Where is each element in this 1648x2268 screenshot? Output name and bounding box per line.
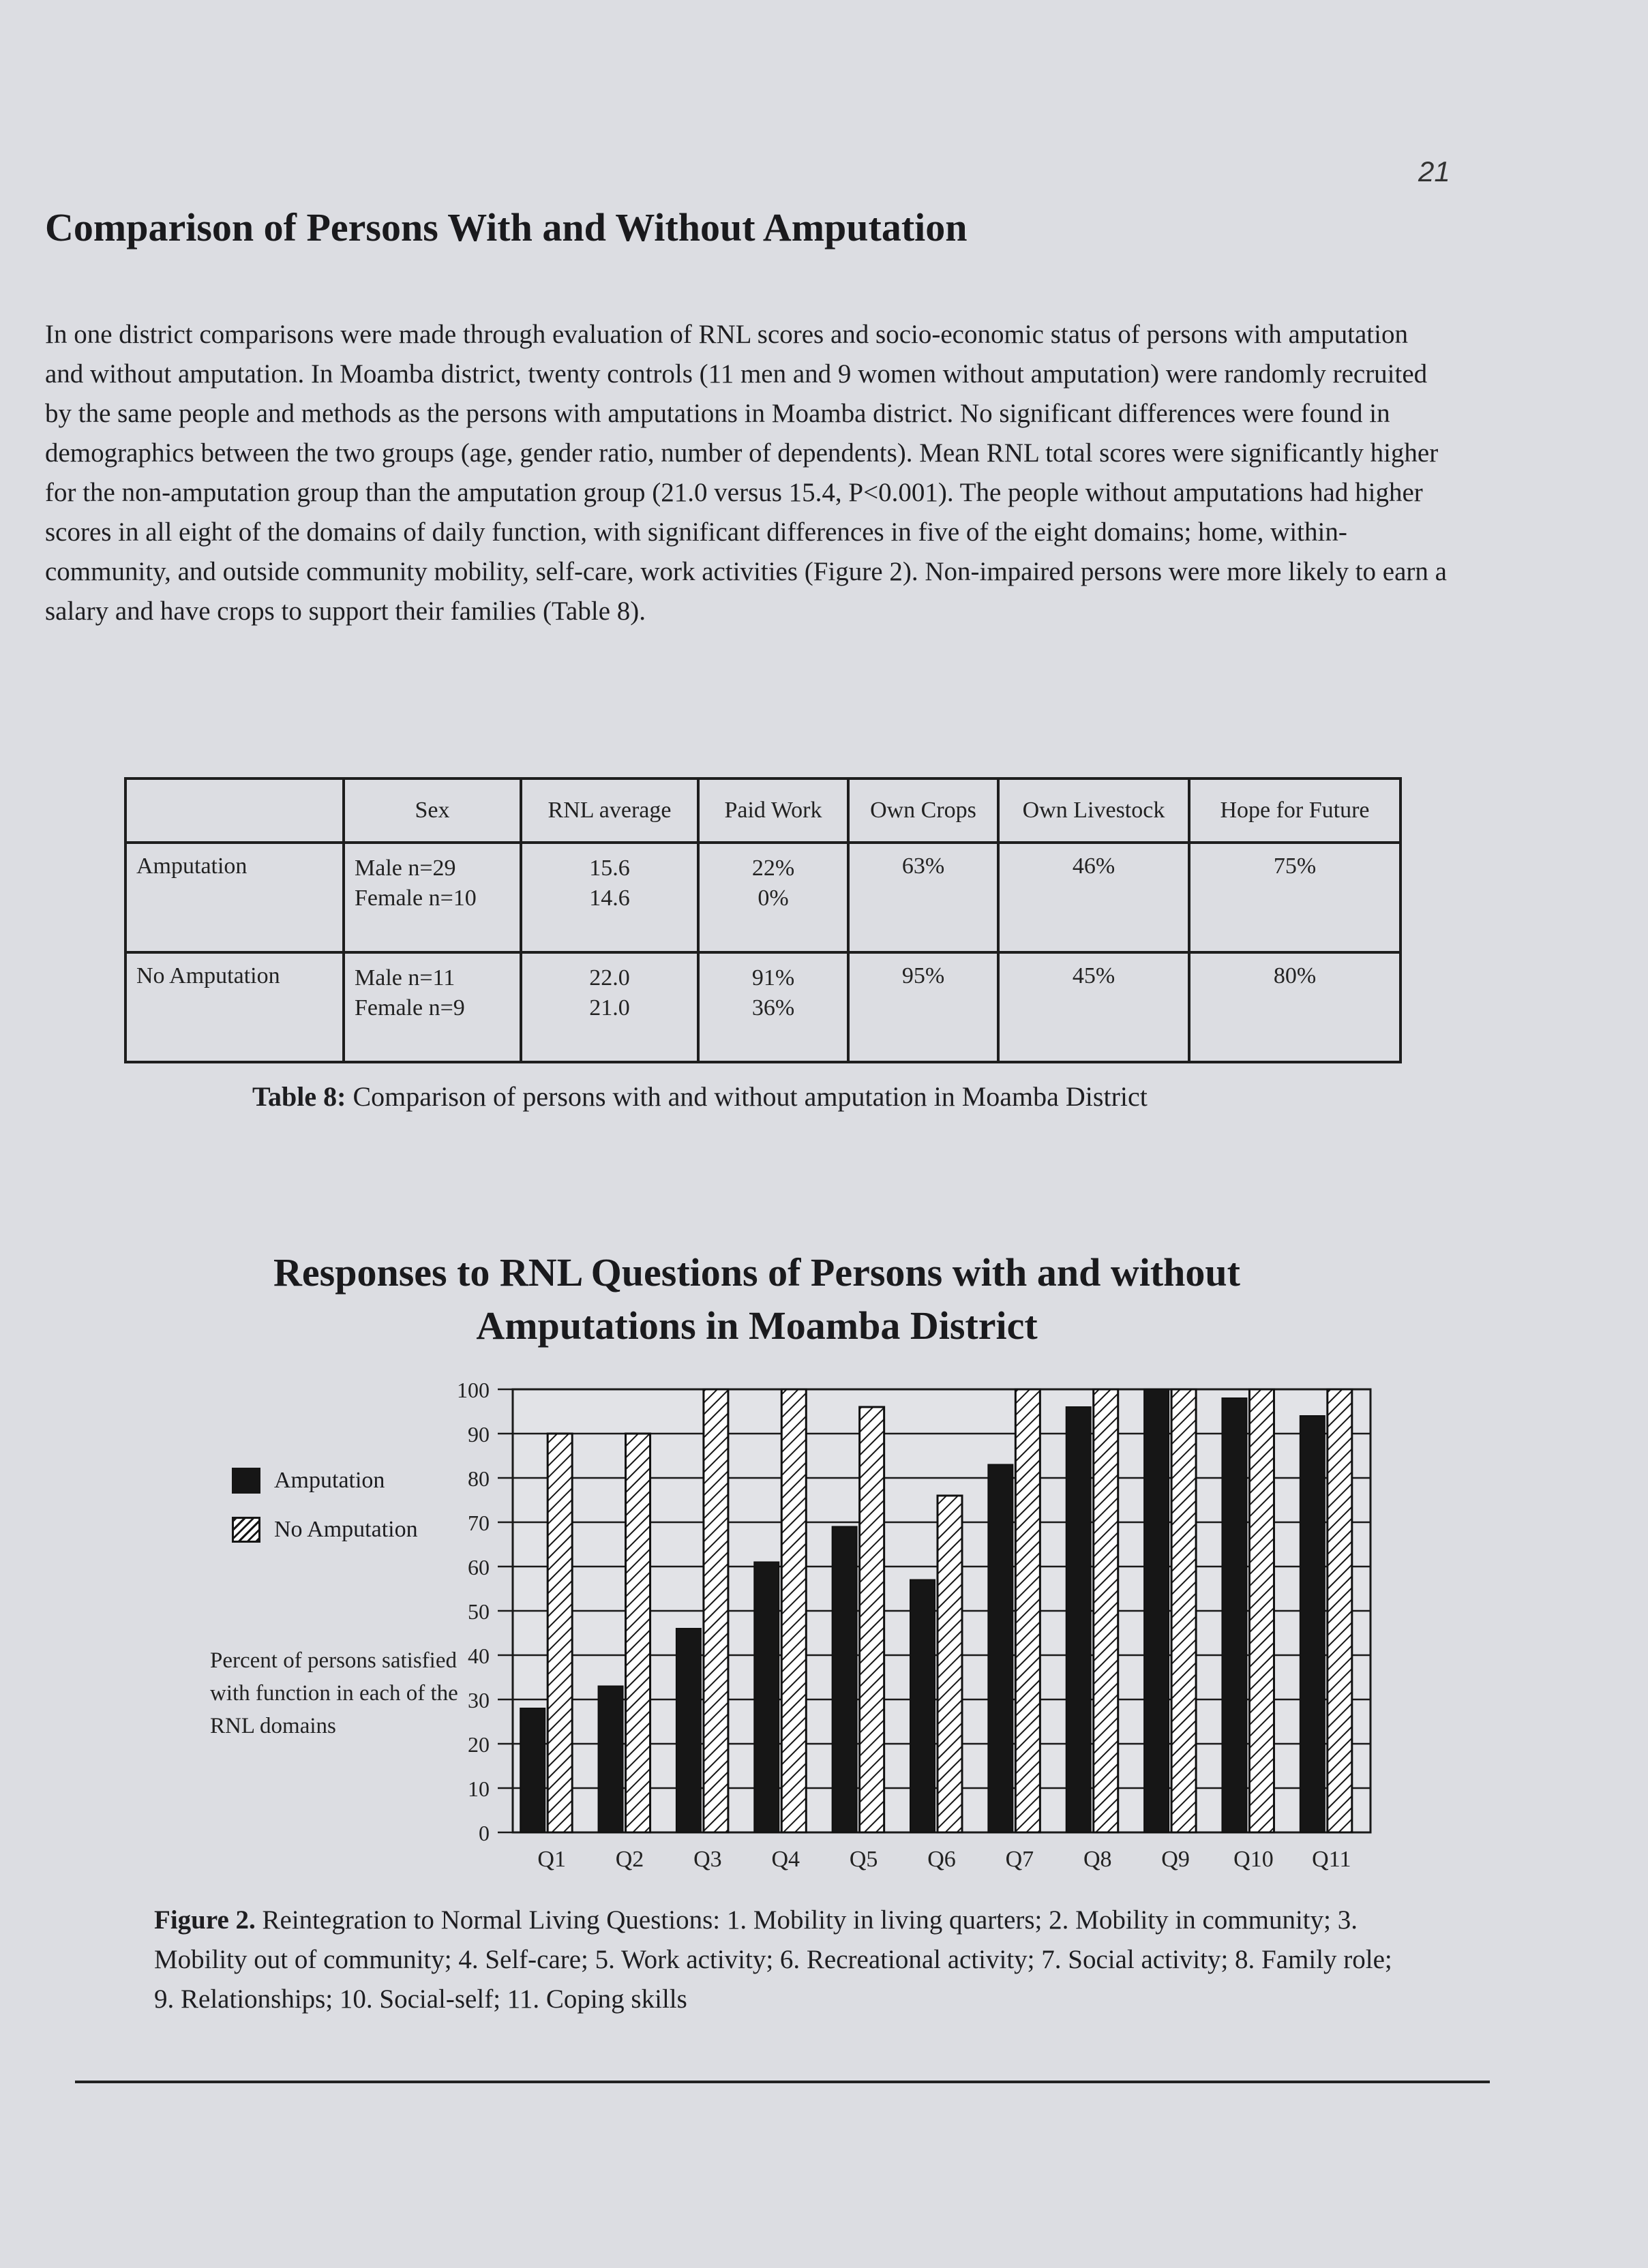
bar-no-amputation [938, 1496, 962, 1832]
x-tick-label: Q4 [771, 1847, 800, 1872]
table-caption-text: Comparison of persons with and without amputation in Moamba District [353, 1081, 1148, 1112]
legend-swatch-solid [232, 1468, 260, 1494]
body-paragraph: In one district comparisons were made through evaluation of RNL scores and socio-economic status of persons with amputation and without amputation. In Moamba district, twenty controls (11 men and 9 women without amputation) were randomly recruited by the same people and methods as the persons with amputations in Moamba district. No significant differences were found in demographics between the two groups (age, gender ratio, number of dependents). Mean RNL total scores were significantly higher for the non-amputation group than the amputation group (21.0 versus 15.4, P<0.001). The people without amputations had higher scores in all eight of the domains of daily function, with significant differences in five of the eight domains; home, within-community, and outside community mobility, self-care, work activities (Figure 2). Non-impaired persons were more likely to earn a salary and have crops to support their families (Table 8). [45, 320, 1447, 626]
table-header-cell: Paid Work [698, 778, 848, 843]
table-cell: 95% [848, 952, 998, 1062]
x-tick-label: Q2 [615, 1847, 644, 1872]
x-tick-label: Q6 [927, 1847, 956, 1872]
y-tick-label: 60 [468, 1555, 490, 1579]
bar-no-amputation [1015, 1389, 1040, 1832]
bar-amputation [1222, 1398, 1246, 1832]
y-tick-label: 90 [468, 1422, 490, 1447]
x-tick-label: Q3 [693, 1847, 722, 1872]
bar-amputation [1066, 1407, 1091, 1832]
x-tick-label: Q11 [1312, 1847, 1351, 1872]
table-cell: 45% [998, 952, 1189, 1062]
table-cell-line: Male n=29 [355, 856, 456, 881]
bar-amputation [988, 1465, 1013, 1833]
bar-no-amputation [1094, 1389, 1118, 1832]
bar-amputation [754, 1562, 779, 1833]
bar-amputation [599, 1687, 623, 1833]
y-tick-label: 100 [457, 1378, 490, 1402]
legend-label: Amputation [274, 1468, 385, 1493]
legend-label: No Amputation [274, 1517, 418, 1542]
section-heading: Comparison of Persons With and Without Amputation [45, 205, 968, 250]
table-cell-line: 0% [758, 886, 789, 911]
x-tick-label: Q5 [849, 1847, 878, 1872]
bar-no-amputation [626, 1434, 650, 1832]
x-tick-label: Q9 [1161, 1847, 1190, 1872]
figure-caption-text: Reintegration to Normal Living Questions: 1. Mobility in living quarters; 2. Mobility in community; 3. Mobility out of community; 4. Self-care; 5. Work activity; 6. Recreational activity; 7. Social activity; 8. Family role; 9. Relationships; 10. Social-self; 11. Coping skills [154, 1905, 1392, 2014]
table-cell-line: 22% [751, 856, 795, 881]
bar-no-amputation [548, 1434, 572, 1832]
legend-swatch-hatched [232, 1517, 260, 1543]
y-tick-label: 20 [468, 1732, 490, 1757]
bar-no-amputation [704, 1389, 728, 1832]
y-axis-label: Percent of persons satisfied with function in each of the RNL domains [210, 1648, 458, 1738]
table-cell: 80% [1189, 952, 1400, 1062]
bar-no-amputation [1328, 1389, 1352, 1832]
table-cell-line: 21.0 [589, 995, 630, 1020]
bar-amputation [676, 1629, 701, 1832]
y-tick-label: 40 [468, 1644, 490, 1668]
bar-amputation [1144, 1389, 1169, 1832]
footer-rule [75, 2081, 1490, 2083]
figure-caption-label: Figure 2. [154, 1905, 256, 1935]
table-header-cell: Sex [344, 778, 521, 843]
table-cell: 75% [1189, 843, 1400, 952]
table-row-label: No Amputation [125, 952, 344, 1062]
y-tick-label: 50 [468, 1599, 490, 1624]
table-cell: 63% [848, 843, 998, 952]
table-cell-line: Female n=10 [355, 886, 477, 911]
table-header-cell: Own Crops [848, 778, 998, 843]
chart-title-line: Responses to RNL Questions of Persons with and without [273, 1250, 1240, 1295]
bar-no-amputation [860, 1407, 884, 1832]
table-caption-label: Table 8: [252, 1081, 346, 1112]
table-header-cell: Hope for Future [1189, 778, 1400, 843]
table-cell-line: Male n=11 [355, 965, 455, 991]
bar-amputation [1300, 1416, 1325, 1832]
x-tick-label: Q1 [537, 1847, 566, 1872]
bar-no-amputation [781, 1389, 806, 1832]
table-header-cell: RNL average [521, 778, 698, 843]
table-cell: 46% [998, 843, 1189, 952]
legend-item-amputation [232, 1456, 464, 1505]
chart-title-line: Amputations in Moamba District [476, 1303, 1038, 1348]
table-cell-line: 22.0 [589, 965, 630, 991]
table-row-label: Amputation [125, 843, 344, 952]
y-tick-label: 0 [479, 1821, 490, 1845]
table-cell-line: Female n=9 [355, 995, 465, 1020]
y-tick-label: 30 [468, 1688, 490, 1712]
table-cell-line: 15.6 [589, 856, 630, 881]
table-cell-line: 91% [751, 965, 795, 991]
bar-amputation [910, 1580, 935, 1833]
legend-item-no-amputation [232, 1505, 464, 1554]
figure-caption [154, 1901, 1415, 2019]
table-cell-line: 36% [751, 995, 795, 1020]
bar-amputation [520, 1708, 545, 1832]
x-tick-label: Q10 [1233, 1847, 1274, 1872]
bar-amputation [833, 1527, 857, 1833]
x-tick-label: Q8 [1083, 1847, 1112, 1872]
page-number: 21 [1418, 155, 1450, 187]
chart-legend [232, 1456, 464, 1554]
bar-no-amputation [1171, 1389, 1196, 1832]
x-tick-label: Q7 [1005, 1847, 1034, 1872]
table-cell-line: 14.6 [589, 886, 630, 911]
y-tick-label: 70 [468, 1511, 490, 1535]
bar-no-amputation [1249, 1389, 1274, 1832]
y-tick-label: 10 [468, 1776, 490, 1801]
table-header-cell: Own Livestock [998, 778, 1189, 843]
y-tick-label: 80 [468, 1466, 490, 1491]
